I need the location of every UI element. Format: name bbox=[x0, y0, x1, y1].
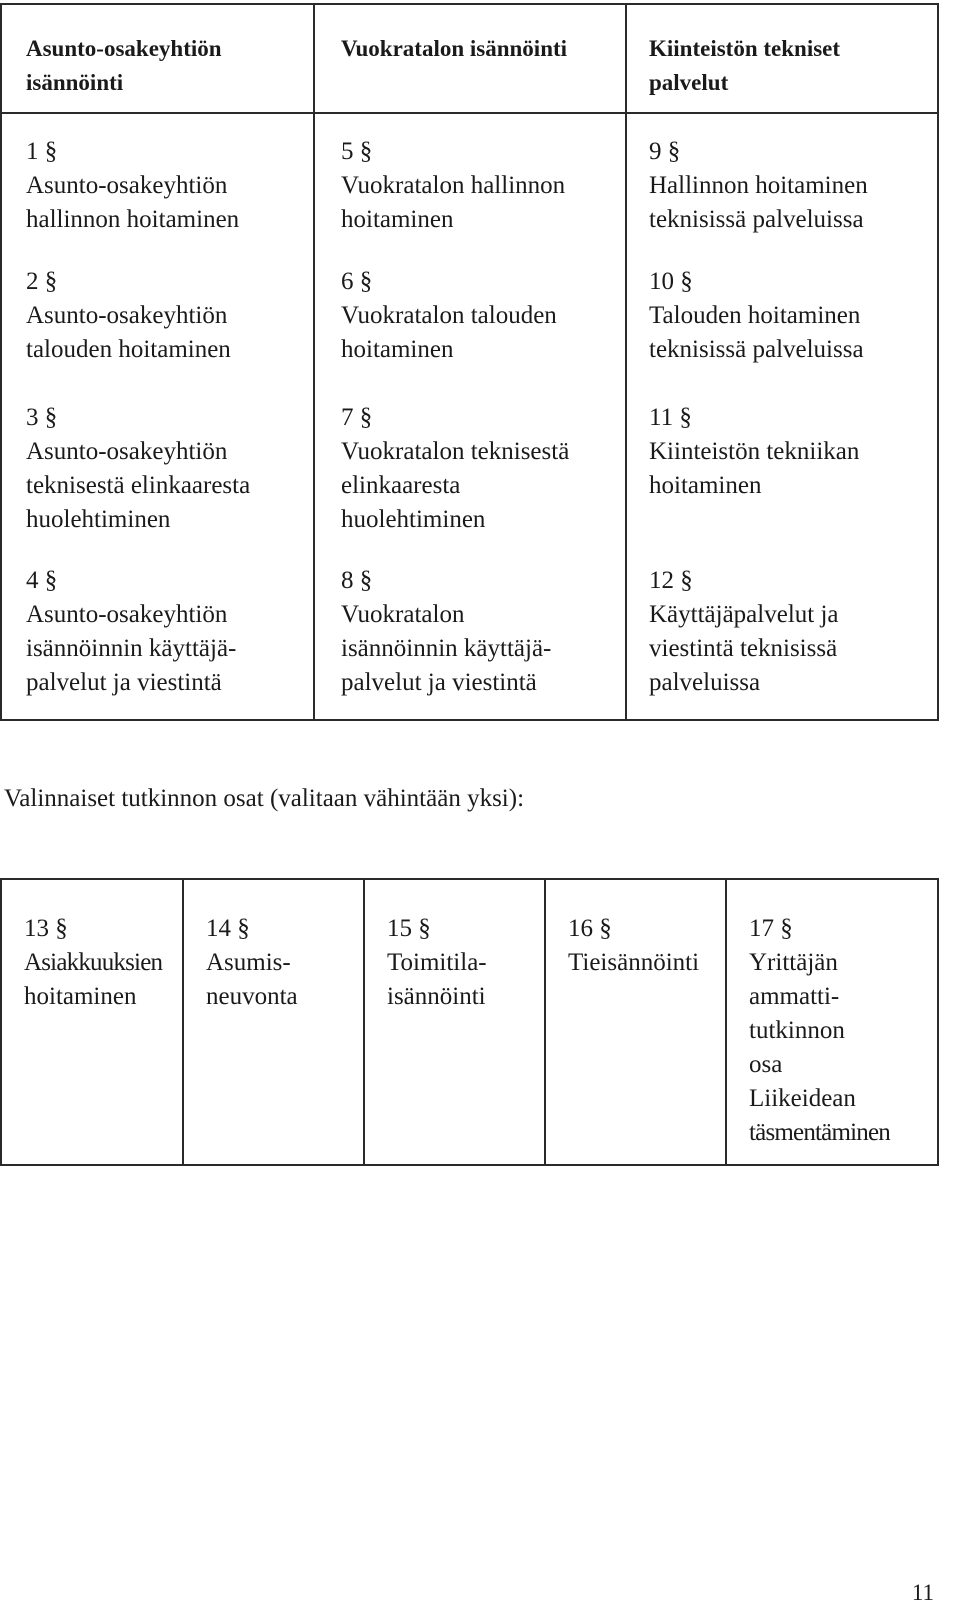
module-title-line: teknisestä elinkaaresta bbox=[26, 472, 251, 499]
table-row bbox=[1, 381, 938, 548]
header-line: Vuokratalon isännöinti bbox=[341, 36, 568, 61]
module-cell bbox=[545, 879, 726, 1165]
module-number: 2 § bbox=[26, 268, 58, 295]
module-title-line: Kiinteistön tekniikan bbox=[649, 438, 860, 465]
module-cell bbox=[183, 879, 364, 1165]
module-title-line: Vuokratalon talouden bbox=[341, 302, 557, 329]
module-title-line: huolehtiminen bbox=[341, 506, 486, 533]
module-number: 14 § bbox=[206, 915, 250, 942]
table-row bbox=[1, 113, 938, 247]
module-number: 8 § bbox=[341, 567, 373, 594]
module-title-line: täsmentäminen bbox=[749, 1119, 890, 1146]
module-title-line: Vuokratalon bbox=[341, 601, 465, 628]
table-row bbox=[1, 548, 938, 720]
module-number: 5 § bbox=[341, 138, 373, 165]
module-title-line: Käyttäjäpalvelut ja bbox=[649, 601, 839, 628]
module-number: 12 § bbox=[649, 567, 693, 594]
module-title-line: Toimitila- bbox=[387, 949, 487, 976]
module-title-line: isännöinnin käyttäjä- bbox=[26, 635, 237, 662]
module-title-line: tutkinnon bbox=[749, 1017, 845, 1044]
module-title-line: Hallinnon hoitaminen bbox=[649, 172, 868, 199]
module-number: 11 § bbox=[649, 404, 692, 431]
module-title-line: Asunto-osakeyhtiön bbox=[26, 601, 228, 628]
module-title-line: Asunto-osakeyhtiön bbox=[26, 438, 228, 465]
module-number: 15 § bbox=[387, 915, 431, 942]
column-header-vuokratalo bbox=[314, 4, 626, 113]
module-title-line: Vuokratalon teknisestä bbox=[341, 438, 570, 465]
module-number: 17 § bbox=[749, 915, 793, 942]
module-cell bbox=[1, 879, 183, 1165]
module-title-line: Asiakkuuksien bbox=[24, 949, 163, 976]
module-title-line: neuvonta bbox=[206, 983, 298, 1010]
module-title-line: palvelut ja viestintä bbox=[341, 669, 537, 696]
module-number: 7 § bbox=[341, 404, 373, 431]
module-cell bbox=[726, 879, 938, 1165]
module-cell bbox=[314, 113, 626, 247]
module-cell bbox=[1, 381, 314, 548]
optional-modules-intro: Valinnaiset tutkinnon osat (valitaan vähintään yksi): bbox=[4, 785, 525, 812]
module-title-line: hoitaminen bbox=[24, 983, 137, 1010]
module-cell bbox=[1, 113, 314, 247]
module-title-line: teknisissä palveluissa bbox=[649, 206, 864, 233]
module-title-line: Asumis- bbox=[206, 949, 291, 976]
module-number: 10 § bbox=[649, 268, 693, 295]
module-cell bbox=[626, 548, 938, 720]
module-cell bbox=[626, 113, 938, 247]
module-title-line: viestintä teknisissä bbox=[649, 635, 838, 662]
header-line: palvelut bbox=[649, 70, 729, 95]
module-cell bbox=[1, 548, 314, 720]
module-title-line: Liikeidean bbox=[749, 1085, 856, 1112]
module-title-line: hoitaminen bbox=[341, 206, 454, 233]
module-title-line: teknisissä palveluissa bbox=[649, 336, 864, 363]
module-title-line: Asunto-osakeyhtiön bbox=[26, 302, 228, 329]
module-title-line: Asunto-osakeyhtiön bbox=[26, 172, 228, 199]
module-title-line: isännöinti bbox=[387, 983, 486, 1010]
module-title-line: hallinnon hoitaminen bbox=[26, 206, 240, 233]
module-number: 1 § bbox=[26, 138, 58, 165]
module-cell bbox=[364, 879, 545, 1165]
core-modules-table bbox=[0, 3, 939, 721]
optional-modules-table bbox=[0, 878, 939, 1166]
module-title-line: Yrittäjän bbox=[749, 949, 838, 976]
module-title-line: elinkaaresta bbox=[341, 472, 461, 499]
module-title-line: osa bbox=[749, 1051, 783, 1078]
module-number: 6 § bbox=[341, 268, 373, 295]
table-row bbox=[1, 879, 938, 1165]
header-line: Asunto-osakeyhtiön bbox=[26, 36, 222, 61]
module-number: 16 § bbox=[568, 915, 612, 942]
module-title-line: huolehtiminen bbox=[26, 506, 171, 533]
module-title-line: hoitaminen bbox=[649, 472, 762, 499]
column-header-kiinteiston-tekniset bbox=[626, 4, 938, 113]
module-title-line: Talouden hoitaminen bbox=[649, 302, 861, 329]
module-number: 13 § bbox=[24, 915, 68, 942]
module-title-line: Vuokratalon hallinnon bbox=[341, 172, 566, 199]
column-header-asunto-osakeyhtio bbox=[1, 4, 314, 113]
module-number: 9 § bbox=[649, 138, 681, 165]
module-title-line: talouden hoitaminen bbox=[26, 336, 231, 363]
module-title-line: palvelut ja viestintä bbox=[26, 669, 222, 696]
module-cell bbox=[626, 381, 938, 548]
module-cell bbox=[1, 247, 314, 381]
module-cell bbox=[314, 247, 626, 381]
module-title-line: Tieisännöinti bbox=[568, 949, 700, 976]
header-line: Kiinteistön tekniset bbox=[649, 36, 841, 61]
module-cell bbox=[314, 381, 626, 548]
module-title-line: palveluissa bbox=[649, 669, 761, 696]
module-title-line: ammatti- bbox=[749, 983, 840, 1010]
header-line: isännöinti bbox=[26, 70, 124, 95]
page-number: 11 bbox=[911, 1580, 934, 1605]
module-title-line: isännöinnin käyttäjä- bbox=[341, 635, 552, 662]
module-number: 4 § bbox=[26, 567, 58, 594]
table-row bbox=[1, 247, 938, 381]
module-cell bbox=[314, 548, 626, 720]
table-header-row bbox=[1, 4, 938, 113]
module-number: 3 § bbox=[26, 404, 58, 431]
module-cell bbox=[626, 247, 938, 381]
module-title-line: hoitaminen bbox=[341, 336, 454, 363]
